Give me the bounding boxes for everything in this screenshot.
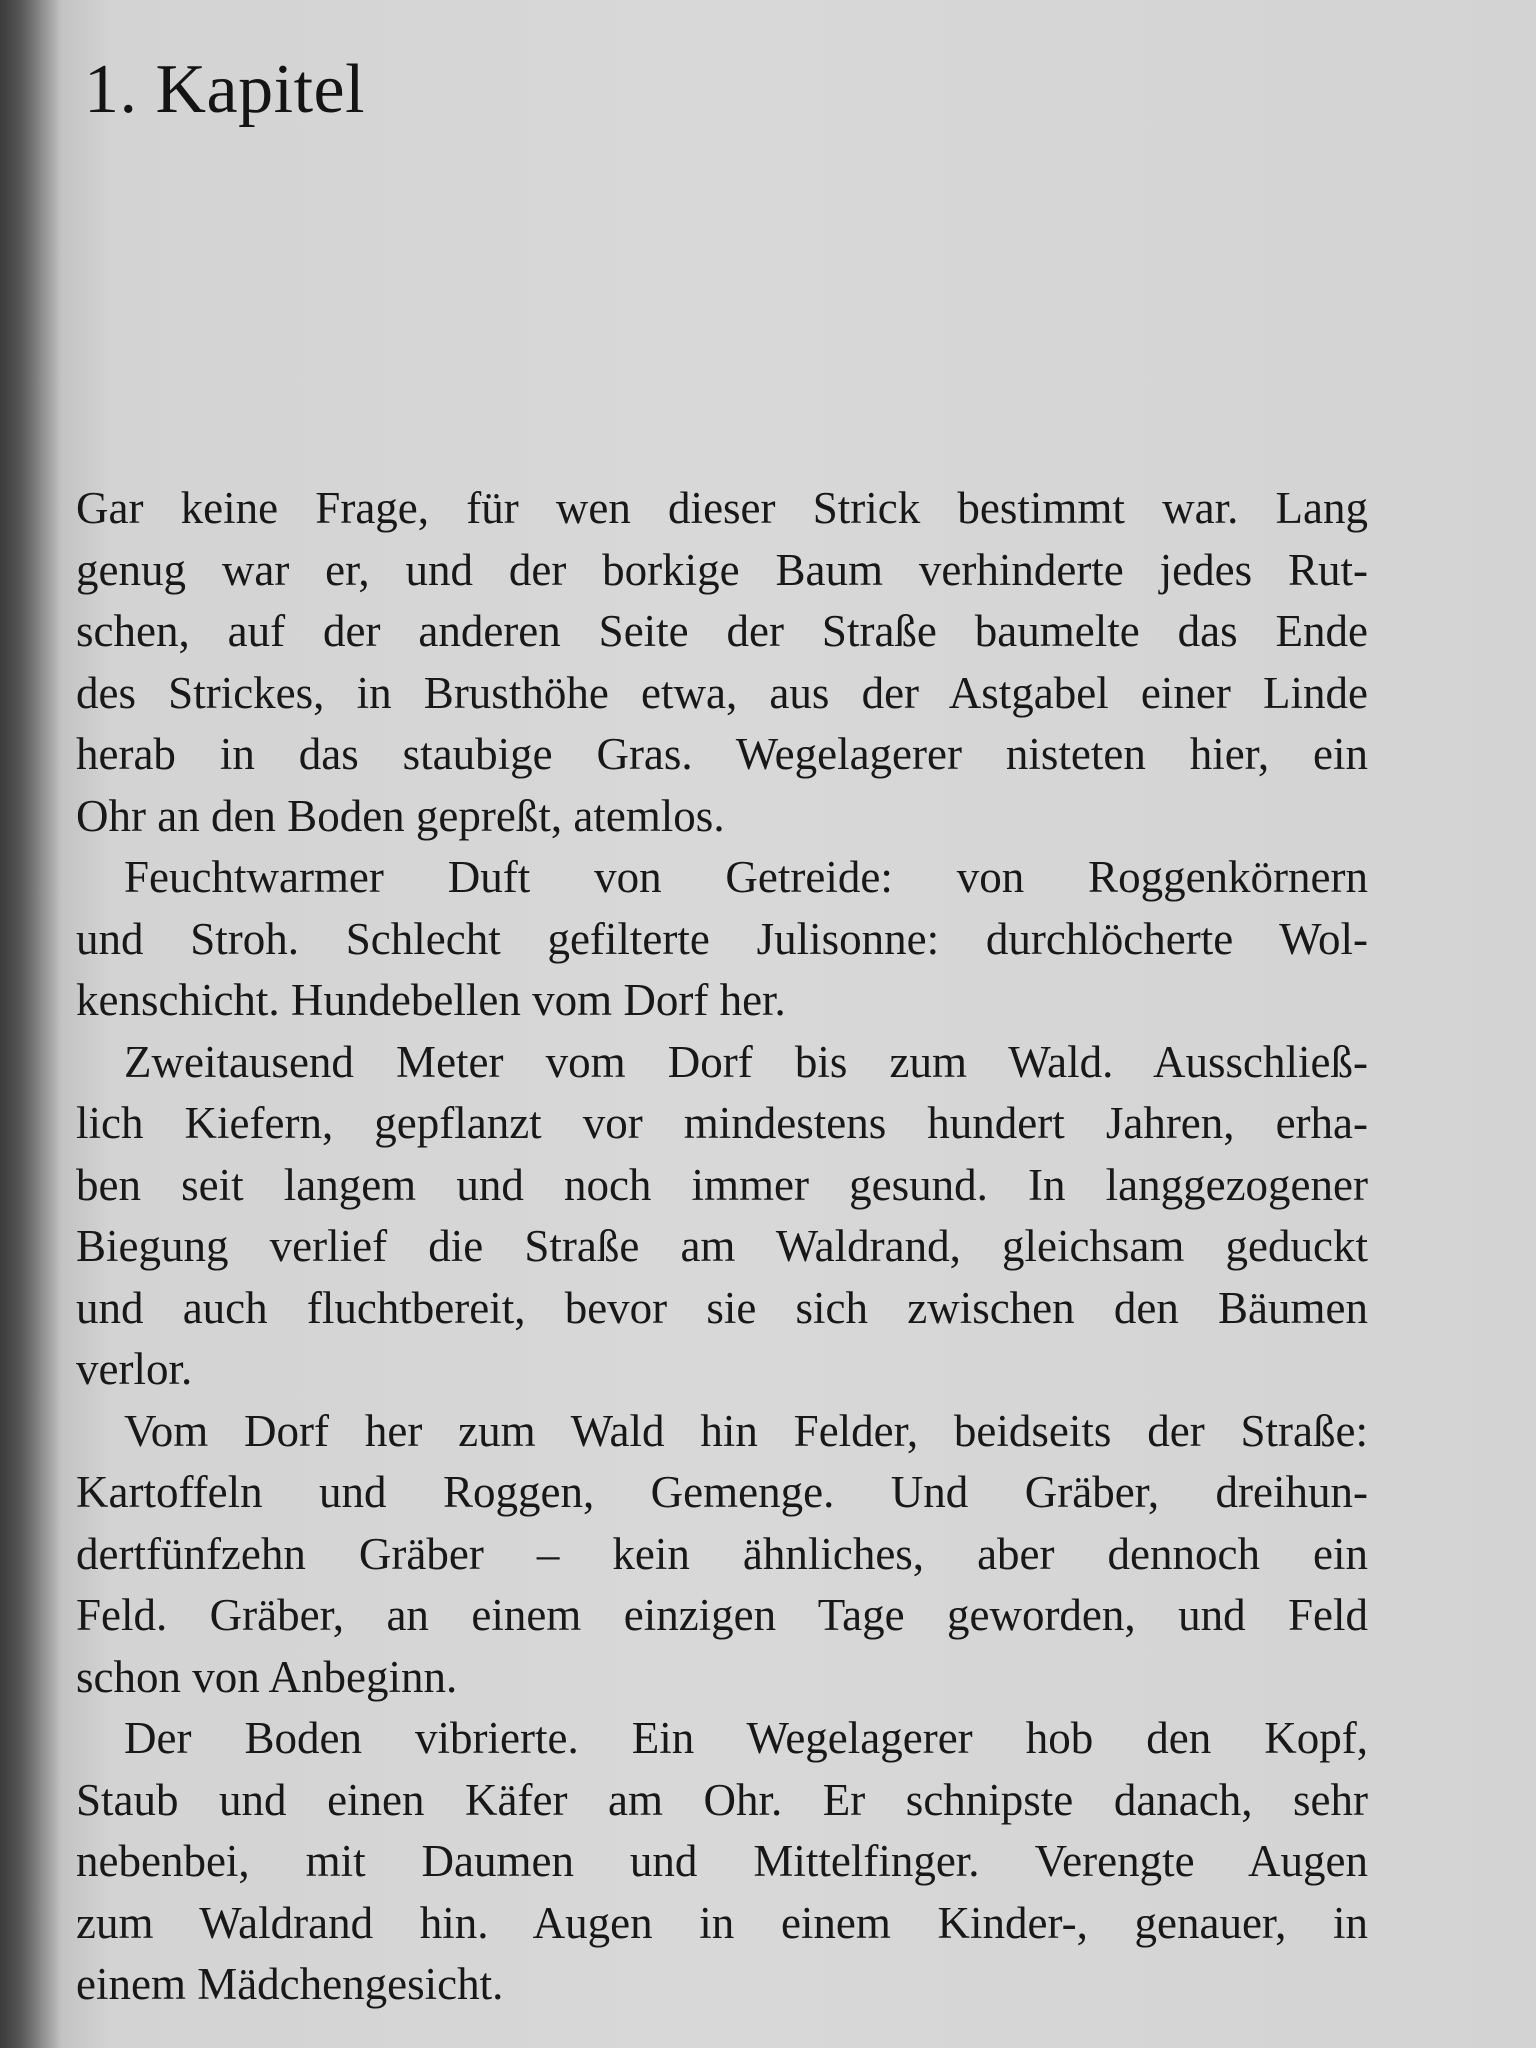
spine-shadow (0, 0, 60, 2048)
text-line: und Stroh. Schlecht gefilterte Julisonne: durchlöcherte Wol- (76, 913, 1368, 964)
text-line: genug war er, und der borkige Baum verhinderte jedes Rut- (76, 544, 1368, 595)
text-line: schon von Anbeginn. (76, 1651, 458, 1702)
text-line: nebenbei, mit Daumen und Mittelfinger. Verengte Augen (76, 1836, 1368, 1886)
text-line: ben seit langem und noch immer gesund. In langgezogener (76, 1159, 1368, 1210)
text-line: Gar keine Frage, für wen dieser Strick bestimmt war. Lang (76, 483, 1368, 533)
text-line: Staub und einen Käfer am Ohr. Er schnipste danach, sehr (76, 1774, 1368, 1825)
text-line: lich Kiefern, gepflanzt vor mindestens hundert Jahren, erha- (76, 1098, 1368, 1148)
text-line: Feld. Gräber, an einem einzigen Tage geworden, und Feld (76, 1590, 1368, 1640)
text-line: kenschicht. Hundebellen vom Dorf her. (76, 975, 786, 1025)
text-line: Zweitausend Meter vom Dorf bis zum Wald. Ausschließ- (124, 1036, 1368, 1087)
text-line: Feuchtwarmer Duft von Getreide: von Roggenkörnern (124, 852, 1368, 902)
text-line: Ohr an den Boden gepreßt, atemlos. (76, 790, 725, 841)
text-line: des Strickes, in Brusthöhe etwa, aus der Astgabel einer Linde (76, 667, 1368, 718)
text-line: verlor. (76, 1344, 193, 1394)
text-line: dertfünfzehn Gräber – kein ähnliches, aber dennoch ein (76, 1528, 1368, 1579)
text-line: zum Waldrand hin. Augen in einem Kinder-, genauer, in (76, 1897, 1368, 1948)
text-line: Der Boden vibrierte. Ein Wegelagerer hob den Kopf, (124, 1713, 1368, 1763)
text-line: schen, auf der anderen Seite der Straße baumelte das Ende (76, 606, 1368, 656)
text-line: Biegung verlief die Straße am Waldrand, gleichsam geduckt (76, 1221, 1368, 1271)
text-line: herab in das staubige Gras. Wegelagerer nisteten hier, ein (76, 729, 1368, 779)
text-line: Vom Dorf her zum Wald hin Felder, beidseits der Straße: (124, 1405, 1368, 1456)
text-line: einem Mädchengesicht. (76, 1959, 504, 2009)
chapter-title: 1. Kapitel (84, 51, 366, 128)
text-line: Kartoffeln und Roggen, Gemenge. Und Gräber, dreihun- (76, 1467, 1368, 1517)
text-line: und auch fluchtbereit, bevor sie sich zwischen den Bäumen (76, 1282, 1368, 1333)
body-text (76, 478, 1368, 2016)
